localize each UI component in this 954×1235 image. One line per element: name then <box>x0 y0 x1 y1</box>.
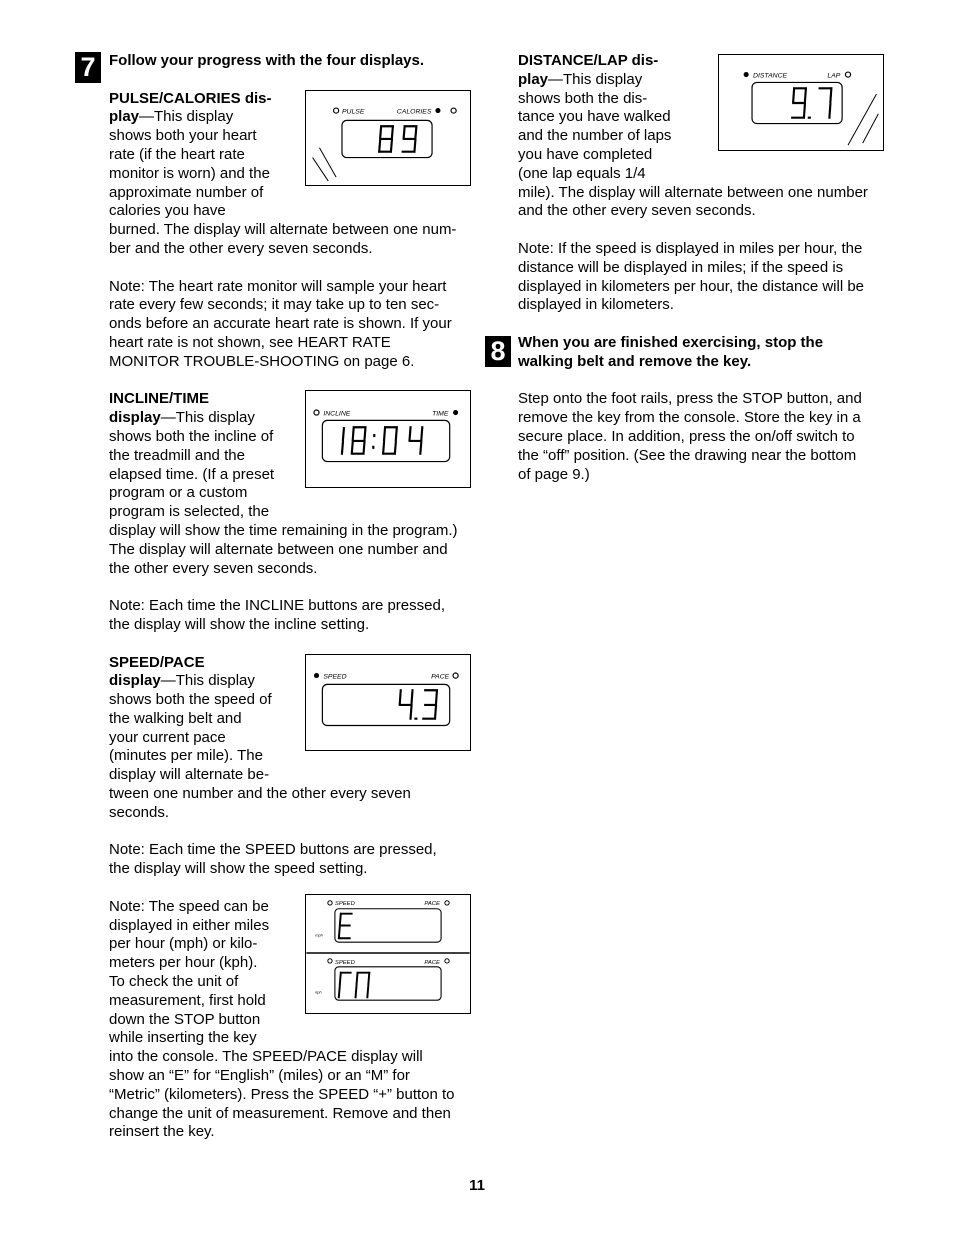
pulse-title: PULSE/CALORIES dis- <box>109 89 272 107</box>
speed-title: SPEED/PACE <box>109 653 205 671</box>
incline-label: INCLINE <box>323 410 351 418</box>
step-8-section <box>518 334 884 484</box>
unit-note-line: per hour (mph) or kilo- <box>109 935 258 953</box>
incline-time-section <box>109 390 471 578</box>
incline-line: program is selected, the <box>109 503 270 521</box>
pulse-calories-display <box>305 90 471 186</box>
unit-mph-label: mph <box>315 932 323 938</box>
speed-line: display will alternate be- <box>109 766 270 784</box>
incline-note-line: Note: Each time the INCLINE buttons are pressed, <box>109 597 445 615</box>
distance-note-line: Note: If the speed is displayed in miles per hour, the <box>518 239 863 257</box>
speed-line: (minutes per mile). The <box>109 747 263 765</box>
distance-value-digits <box>792 88 831 117</box>
incline-line: the treadmill and the <box>109 446 245 464</box>
unit-metric-digits <box>339 973 369 998</box>
speed-note <box>109 841 471 879</box>
speed-value-digits <box>400 690 437 718</box>
distance-note <box>518 240 884 315</box>
pulse-line: rate (if the heart rate <box>109 145 245 163</box>
pulse-label: PULSE <box>341 108 365 116</box>
step-8-body-line: remove the key from the console. Store the key in a <box>518 409 861 427</box>
pulse-tail: burned. The display will alternate between one num- <box>109 221 457 239</box>
step-8-body-line: of page 9.) <box>518 465 590 483</box>
pulse-line: calories you have <box>109 202 226 220</box>
calories-label: CALORIES <box>396 108 432 116</box>
unit-note-section <box>109 898 471 1142</box>
unit-note-tail: “Metric” (kilometers). Press the SPEED “+” button to <box>109 1085 455 1103</box>
pulse-calories-section <box>109 90 471 259</box>
speed-line: your current pace <box>109 728 226 746</box>
distance-title-2: play <box>518 70 549 88</box>
distance-line: tance you have walked <box>518 108 671 126</box>
pace-label: PACE <box>431 673 450 681</box>
unit-top-pace-label: PACE <box>424 900 440 907</box>
unit-note-tail: show an “E” for “English” (miles) or an “M” for <box>109 1067 410 1085</box>
pulse-note-line: onds before an accurate heart rate is shown. If your <box>109 315 452 333</box>
speed-label: SPEED <box>323 673 347 681</box>
distance-note-line: displayed in kilometers per hour, the distance will be <box>518 277 865 295</box>
unit-note-line: while inserting the key <box>109 1029 257 1047</box>
incline-tail: display will show the time remaining in the program.) <box>109 521 458 539</box>
speed-line: shows both the speed of <box>109 691 272 709</box>
unit-note-line: displayed in either miles <box>109 916 270 934</box>
distance-tail: mile). The display will alternate between one number <box>518 183 868 201</box>
distance-lap-section <box>518 52 884 221</box>
incline-note <box>109 597 471 635</box>
unit-note-line: down the STOP button <box>109 1010 261 1028</box>
unit-note-tail: reinsert the key. <box>109 1123 215 1141</box>
distance-lap-display <box>718 54 884 151</box>
unit-note-line: To check the unit of <box>109 973 239 991</box>
step-8-number: 8 <box>485 336 511 367</box>
step-8-heading: When you are finished exercising, stop the <box>518 333 824 351</box>
incline-line: program or a custom <box>109 484 248 502</box>
speed-text-a: —This display <box>160 672 255 690</box>
incline-tail: The display will alternate between one number and <box>109 540 448 558</box>
incline-time-value-digits <box>342 428 422 454</box>
step-7-number: 7 <box>75 52 101 83</box>
pulse-text-a: —This display <box>139 108 234 126</box>
distance-note-line: distance will be displayed in miles; if the speed is <box>518 258 844 276</box>
step-8-body-line: the “off” position. (See the drawing near the bottom <box>518 446 857 464</box>
incline-title-2: display <box>109 409 161 427</box>
pulse-note-line: MONITOR TROUBLE-SHOOTING on page 6. <box>109 352 415 370</box>
speed-title-2: display <box>109 672 161 690</box>
lap-label: LAP <box>827 72 841 80</box>
incline-tail: the other every seven seconds. <box>109 559 318 577</box>
unit-note-tail: change the unit of measurement. Remove and then <box>109 1104 451 1122</box>
unit-note-line: Note: The speed can be <box>109 897 269 915</box>
speed-line: the walking belt and <box>109 709 242 727</box>
step-8-heading: walking belt and remove the key. <box>518 352 752 370</box>
speed-pace-section <box>109 654 471 823</box>
pulse-value-digits <box>379 126 416 151</box>
pulse-note-line: heart rate is not shown, see HEART RATE <box>109 333 391 351</box>
incline-title: INCLINE/TIME <box>109 390 209 408</box>
pulse-line: monitor is worn) and the <box>109 164 270 182</box>
incline-text-a: —This display <box>160 409 255 427</box>
pulse-line: shows both your heart <box>109 127 257 145</box>
time-label: TIME <box>432 410 449 418</box>
unit-kph-label: kph <box>315 989 322 995</box>
unit-note-line: measurement, first hold <box>109 991 266 1009</box>
pulse-note-line: Note: The heart rate monitor will sample your heart <box>109 277 447 295</box>
left-column <box>109 52 471 1142</box>
distance-tail: and the other every seven seconds. <box>518 202 756 220</box>
unit-note-line: meters per hour (kph). <box>109 954 258 972</box>
step-7-heading: Follow your progress with the four displays. <box>109 52 425 69</box>
distance-line: shows both the dis- <box>518 89 648 107</box>
pulse-title-2: play <box>109 108 140 126</box>
unit-top-speed-label: SPEED <box>334 900 355 907</box>
distance-line: (one lap equals 1/4 <box>518 164 646 182</box>
speed-tail: seconds. <box>109 803 170 821</box>
unit-note-tail: into the console. The SPEED/PACE display will <box>109 1048 423 1066</box>
incline-line: shows both the incline of <box>109 427 274 445</box>
distance-text-a: —This display <box>548 70 643 88</box>
pulse-line: approximate number of <box>109 183 264 201</box>
page-number: 11 <box>469 1177 485 1194</box>
distance-note-line: displayed in kilometers. <box>518 296 674 314</box>
unit-bottom-pace-label: PACE <box>424 959 440 966</box>
distance-title: DISTANCE/LAP dis- <box>518 52 659 69</box>
unit-english-digit <box>339 914 352 939</box>
step-8-body-line: Step onto the foot rails, press the STOP button, and <box>518 390 862 408</box>
speed-note-line: Note: Each time the SPEED buttons are pressed, <box>109 841 437 859</box>
pulse-note-line: rate every few seconds; it may take up to ten sec- <box>109 296 440 314</box>
distance-line: and the number of laps <box>518 127 672 145</box>
speed-note-line: the display will show the speed setting. <box>109 860 368 878</box>
distance-line: you have completed <box>518 145 653 163</box>
incline-time-display <box>305 390 471 488</box>
unit-displays <box>305 894 471 1014</box>
incline-note-line: the display will show the incline setting. <box>109 615 370 633</box>
speed-pace-display <box>305 654 471 751</box>
pulse-tail: ber and the other every seven seconds. <box>109 239 373 257</box>
step-8-body-line: secure place. In addition, press the on/off switch to <box>518 427 855 445</box>
incline-line: elapsed time. (If a preset <box>109 465 275 483</box>
distance-label: DISTANCE <box>753 72 788 80</box>
pulse-note <box>109 278 471 372</box>
speed-tail: tween one number and the other every seven <box>109 785 411 803</box>
right-column <box>518 52 884 484</box>
unit-bottom-speed-label: SPEED <box>334 959 355 966</box>
